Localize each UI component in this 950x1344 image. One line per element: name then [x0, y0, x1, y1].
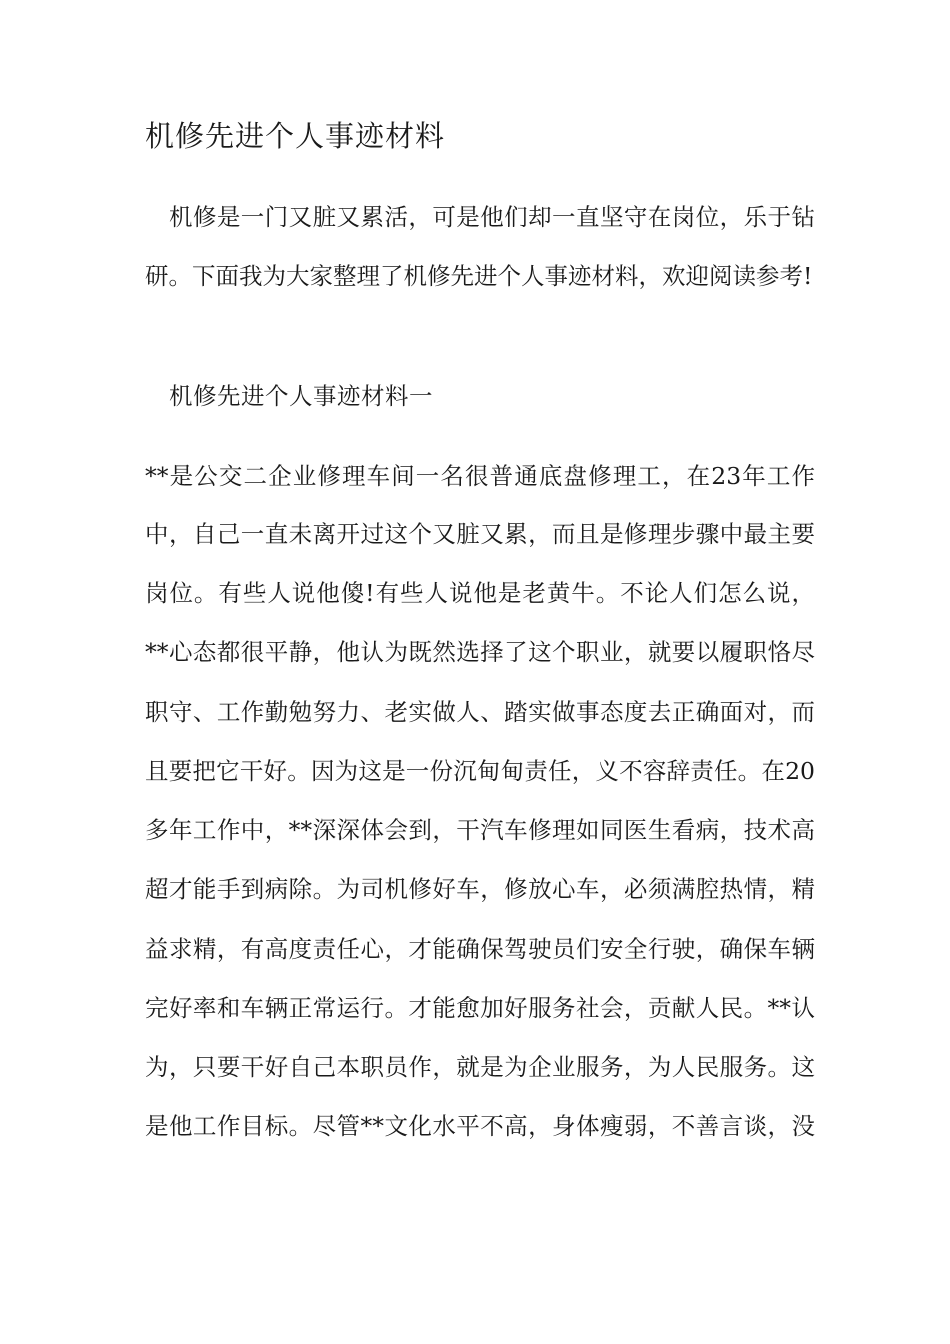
- body-line: 职守、工作勤勉努力、老实做人、踏实做事态度去正确面对，而: [145, 698, 815, 726]
- section-heading: 机修先进个人事迹材料一: [145, 382, 433, 410]
- intro-line: 研。下面我为大家整理了机修先进个人事迹材料，欢迎阅读参考!: [145, 262, 813, 290]
- body-line: 岗位。有些人说他傻!有些人说他是老黄牛。不论人们怎么说，: [145, 579, 815, 607]
- body-line: 为，只要干好自己本职员作，就是为企业服务，为人民服务。这: [145, 1053, 815, 1081]
- body-line: **心态都很平静，他认为既然选择了这个职业，就要以履职恪尽: [145, 638, 815, 666]
- body-line: 益求精，有高度责任心，才能确保驾驶员们安全行驶，确保车辆: [145, 935, 815, 963]
- body-line: 完好率和车辆正常运行。才能愈加好服务社会，贡献人民。**认: [145, 994, 815, 1022]
- intro-line: 机修是一门又脏又累活，可是他们却一直坚守在岗位，乐于钻: [145, 203, 815, 231]
- body-line: 且要把它干好。因为这是一份沉甸甸责任，义不容辞责任。在20: [145, 757, 815, 785]
- body-line: **是公交二企业修理车间一名很普通底盘修理工，在23年工作: [145, 462, 815, 490]
- body-line: 超才能手到病除。为司机修好车，修放心车，必须满腔热情，精: [145, 875, 815, 903]
- body-line: 是他工作目标。尽管**文化水平不高，身体瘦弱，不善言谈，没: [145, 1112, 815, 1140]
- body-line: 多年工作中，**深深体会到，干汽车修理如同医生看病，技术高: [145, 816, 815, 844]
- document-title: 机修先进个人事迹材料: [145, 119, 446, 153]
- body-line: 中，自己一直未离开过这个又脏又累，而且是修理步骤中最主要: [145, 520, 815, 548]
